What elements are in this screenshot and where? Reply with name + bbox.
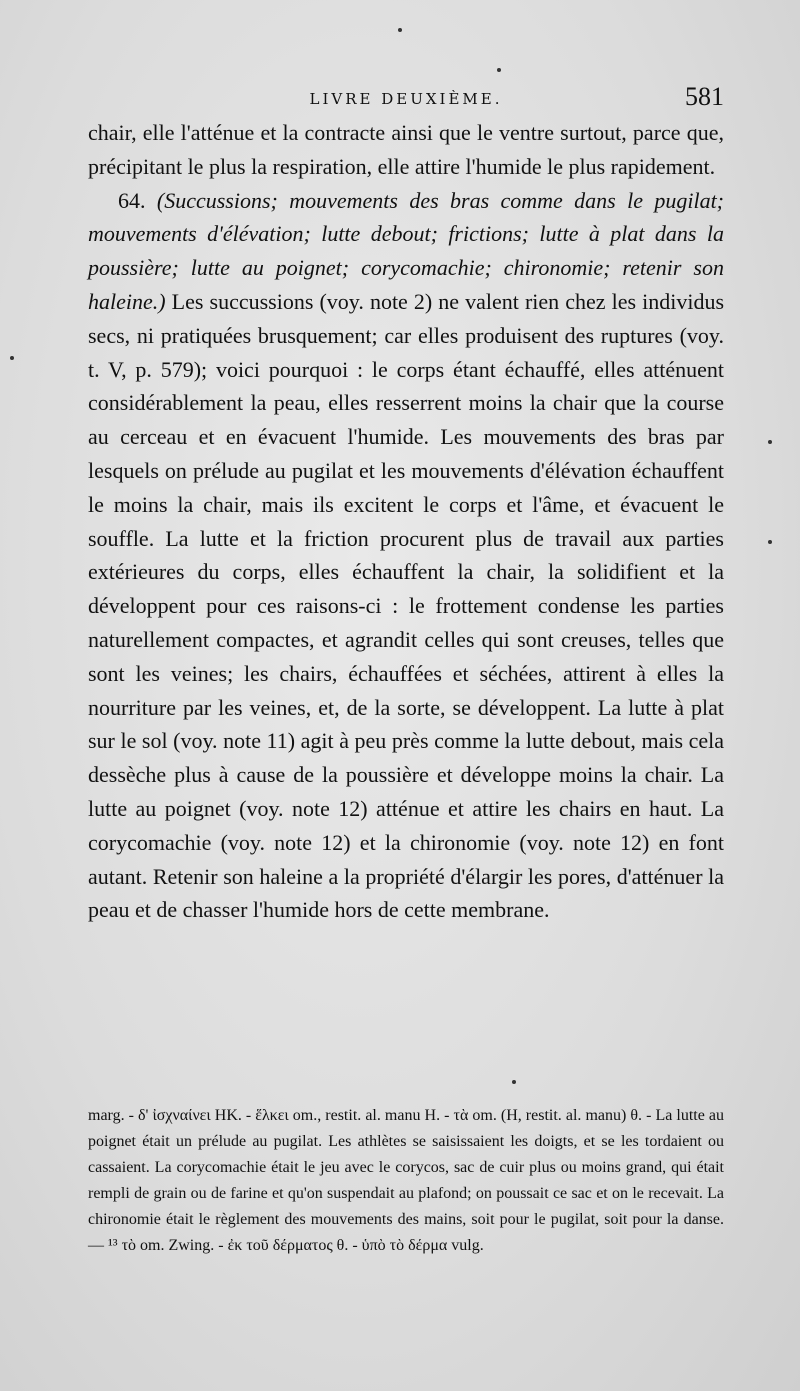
section-paragraph [88,184,724,928]
footnote-text: marg. - δ' ἰσχναίνει HK. - ἕλκει om., restit. al. manu H. - τὰ om. (H, restit. al. manu) θ. - La lutte au poignet était un prélude au pugilat. Les athlètes se saisissaient les doigts, et se les tordaient ou cassaient. La corycomachie était le jeu avec le corycos, sac de cuir plus ou moins grand, qui était rempli de grain ou de farine et qu'on suspendait au plafond; on poussait ce sac et on le recevait. La chironomie était le règlement des mouvements des mains, soit pour le pugilat, soit pour la danse. — ¹³ τὸ om. Zwing. - ἐκ τοῦ δέρματος θ. - ὑπὸ τὸ δέρμα vulg. [88,1107,724,1254]
continuation-paragraph: chair, elle l'atténue et la contracte ainsi que le ventre surtout, parce que, précipitant le plus la respiration, elle attire l'humide le plus rapidement. [88,120,724,179]
print-speck [512,1080,516,1084]
main-text [88,116,724,927]
print-speck [768,440,772,444]
print-speck [10,356,14,360]
print-speck [497,68,501,72]
section-body: Les succussions (voy. note 2) ne valent rien chez les individus secs, ni pratiquées brusquement; car elles produisent des ruptures (voy. t. V, p. 579); voici pourquoi : le corps étant échauffé, elles atténuent considérablement la peau, elles resserrent moins la chair que la course au cerceau et en évacuent l'humide. Les mouvements des bras par lesquels on prélude au pugilat et les mouvements d'élévation échauffent le moins la chair, mais ils excitent le corps et l'âme, et évacuent le souffle. La lutte et la friction procurent plus de travail aux parties extérieures du corps, elles échauffent la chair, la solidifient et la développent pour ces raisons-ci : le frottement condense les parties naturellement compactes, et agrandit celles qui sont creuses, telles que sont les veines; les chairs, échauffées et séchées, attirent à elles la nourriture par les veines, et, de la sorte, se développent. La lutte à plat sur le sol (voy. note 11) agit à peu près comme la lutte debout, mais cela dessèche plus à cause de la poussière et développe moins la chair. La lutte au poignet (voy. note 12) atténue et attire les chairs en haut. La corycomachie (voy. note 12) et la chironomie (voy. note 12) en font autant. Retenir son haleine a la propriété d'élargir les pores, d'atténuer la peau et de chasser l'humide hors de cette membrane. [88,288,725,923]
running-head [88,80,724,120]
section-summary: (Succussions; mouvements des bras comme dans le pugilat; mouvements d'élévation; lutte debout; frictions; lutte à plat dans la poussière; lutte au poignet; corycomachie; chironomie; retenir son haleine.) [88,187,725,314]
section-number: 64. [118,187,146,213]
running-title: LIVRE DEUXIÈME. [309,90,503,108]
print-speck [768,540,772,544]
print-speck [398,28,402,32]
footnotes [88,1103,724,1259]
page-number: 581 [685,82,724,111]
